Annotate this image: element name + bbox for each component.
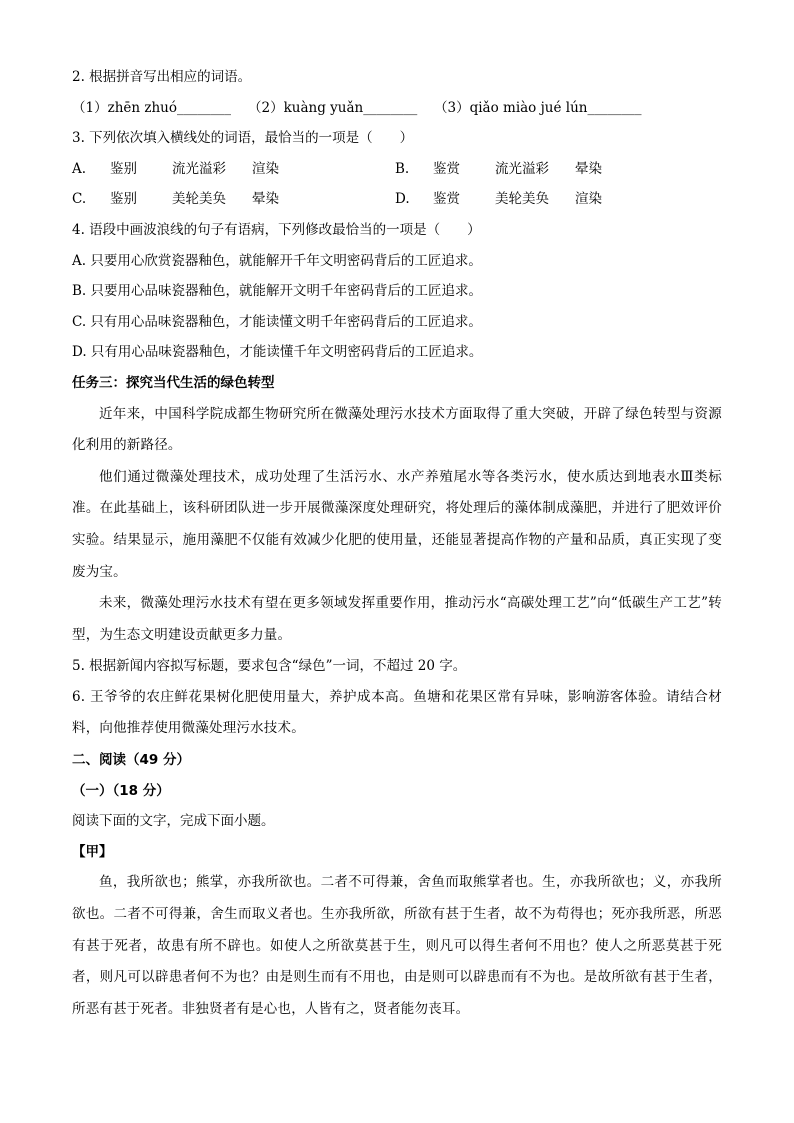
reading-instruction: 阅读下面的文字，完成下面小题。 [72,813,275,830]
q2-pinyin-row [72,93,722,124]
passage-jia-text: 鱼，我所欲也；熊掌，亦我所欲也。二者不可得兼，舍鱼而取熊掌者也。生，亦我所欲也；义，亦我所欲也。二者不可得兼，舍生而取义者也。生亦我所欲，所欲有甚于生者，故不为苟得也；死亦我所恶，所恶有甚于死者，故患有所不辟也。如使人之所欲莫甚于生，则凡可以得生者何不用也？使人之所恶莫甚于死者，则凡可以辟患者何不为也？由是则生而有不用也，由是则可以辟患而有不为也。是故所欲有甚于生者，所恶有甚于死者。非独贤者有是心也，人皆有之，贤者能勿丧耳。 [72,874,722,1017]
q4-stem: 4. 语段中画波浪线的句子有语病，下列修改最恰当的一项是（ ） [72,221,481,238]
option-word-3: 渲染 [575,191,602,208]
q3-option-c [72,184,395,215]
section-reading-title: 二、阅读（49 分） [72,752,190,769]
option-word-1: 鉴赏 [433,191,460,208]
q4-option-d: D. 只有用心品味瓷器釉色，才能读懂千年文明密码背后的工匠追求。 [72,344,483,361]
option-letter: D. [395,191,410,208]
option-word-1: 鉴赏 [433,160,460,177]
option-word-1: 鉴别 [110,191,137,208]
option-word-2: 流光溢彩 [172,160,226,177]
option-word-3: 晕染 [575,160,602,177]
q3-option-b [395,154,718,185]
q3-options-row-2 [72,184,722,215]
task3-title: 任务三：探究当代生活的绿色转型 [72,374,275,391]
q4-option-c: C. 只有用心品味瓷器釉色，才能读懂文明千年密码背后的工匠追求。 [72,313,482,330]
option-word-3: 晕染 [252,191,279,208]
q4-option-a: A. 只要用心欣赏瓷器釉色，就能解开千年文明密码背后的工匠追求。 [72,252,482,269]
q3-stem: 3. 下列依次填入横线处的词语，最恰当的一项是（ ） [72,130,414,147]
task3-paragraph-2: 他们通过微藻处理技术，成功处理了生活污水、水产养殖尾水等各类污水，使水质达到地表水Ⅲ类标准。在此基础上，该科研团队进一步开展微藻深度处理研究，将处理后的藻体制成藻肥，并进行了肥效评价实验。结果显示，施用藻肥不仅能有效减少化肥的使用量，还能显著提高作物的产量和品质，真正实现了变废为宝。 [72,468,722,580]
option-word-3: 渲染 [252,160,279,177]
reading-part-1-title: （一）（18 分） [72,782,170,799]
q3-options-row-1 [72,154,722,185]
option-letter: B. [395,160,410,177]
task3-paragraph-3: 未来，微藻处理污水技术有望在更多领域发挥重要作用，推动污水“高碳处理工艺”向“低碳生产工艺”转型，为生态文明建设贡献更多力量。 [72,595,722,643]
q3-option-a [72,154,395,185]
task3-paragraph-1: 近年来，中国科学院成都生物研究所在微藻处理污水技术方面取得了重大突破，开辟了绿色转型与资源化利用的新路径。 [72,405,722,454]
option-word-1: 鉴别 [110,160,137,177]
option-word-2: 美轮美奂 [172,191,226,208]
option-word-2: 美轮美奂 [495,191,549,208]
q2-item-1: （1）zhēn zhuó________ [72,99,232,116]
q4-option-b: B. 只要用心品味瓷器釉色，就能解开文明千年密码背后的工匠追求。 [72,283,483,300]
option-letter: C. [72,191,87,208]
exam-page [72,62,722,1025]
q3-option-d [395,184,718,215]
option-word-2: 流光溢彩 [495,160,549,177]
q2-stem: 2. 根据拼音写出相应的词语。 [72,69,252,85]
q2-item-2: （2）kuàng yuǎn________ [248,99,418,116]
q6-stem: 6. 王爷爷的农庄鲜花果树化肥使用量大，养护成本高。鱼塘和花果区常有异味，影响游客体验。请结合材料，向他推荐使用微藻处理污水技术。 [72,688,722,737]
q2-item-3: （3）qiǎo miào jué lún________ [434,99,642,116]
passage-jia-label: 【甲】 [72,843,113,860]
option-letter: A. [72,160,87,177]
q5-stem: 5. 根据新闻内容拟写标题，要求包含“绿色”一词，不超过 20 字。 [72,658,467,675]
